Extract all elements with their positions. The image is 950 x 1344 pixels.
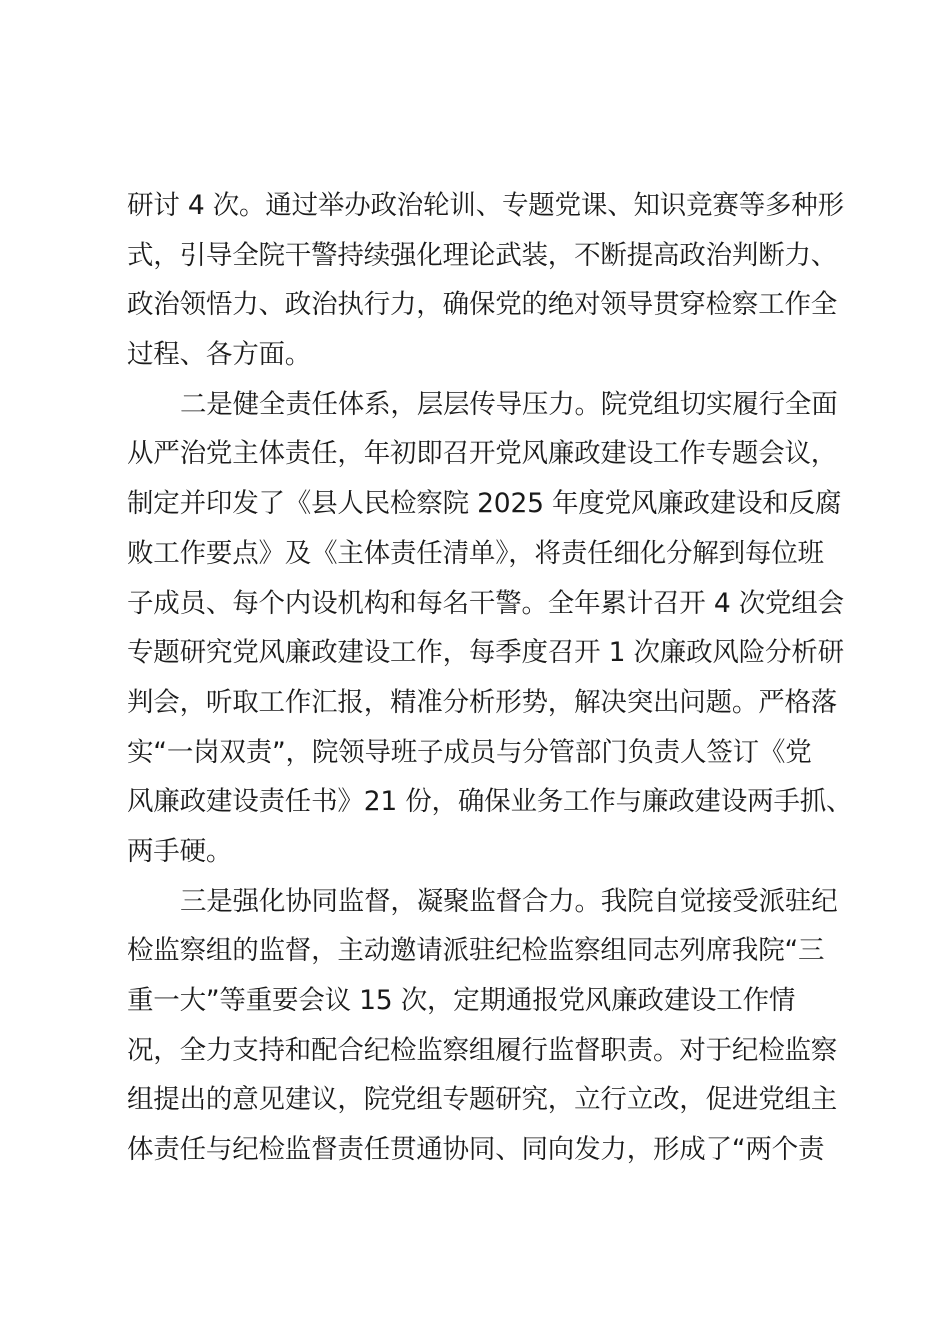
- text-line: 式，引导全院干警持续强化理论武装，不断提高政治判断力、: [127, 239, 838, 271]
- text-line: 制定并印发了《县人民检察院 2025 年度党风廉政建设和反腐: [127, 488, 842, 520]
- paragraph-responsibility-system: [127, 380, 853, 877]
- text-line: 专题研究党风廉政建设工作，每季度召开 1 次廉政风险分析研: [127, 637, 844, 669]
- text-line: 况，全力支持和配合纪检监察组履行监督职责。对于纪检监察: [127, 1034, 838, 1066]
- text-line: 政治领悟力、政治执行力，确保党的绝对领导贯穿检察工作全: [127, 289, 838, 321]
- text-line: 研讨 4 次。通过举办政治轮训、专题党课、知识竞赛等多种形: [127, 190, 844, 221]
- paragraph-collaborative-supervision: [127, 877, 837, 1175]
- text-line: 组提出的意见建议，院党组专题研究，立行立改，促进党组主: [127, 1084, 838, 1116]
- text-line: 两手硬。: [127, 835, 233, 867]
- text-line: 重一大”等重要会议 15 次，定期通报党风廉政建设工作情: [127, 985, 796, 1016]
- text-line: 过程、各方面。: [127, 339, 312, 371]
- text-line: 实“一岗双责”，院领导班子成员与分管部门负责人签订《党: [127, 736, 812, 768]
- text-line: 体责任与纪检监督责任贯通协同、同向发力，形成了“两个责: [127, 1134, 825, 1166]
- text-line: 判会，听取工作汇报，精准分析形势，解决突出问题。严格落: [127, 686, 838, 718]
- text-line: 检监察组的监督，主动邀请派驻纪检监察组同志列席我院“三: [127, 935, 825, 967]
- paragraph-continuation: [127, 181, 844, 380]
- document-body: [127, 181, 853, 1175]
- text-line: 从严治党主体责任，年初即召开党风廉政建设工作专题会议，: [127, 438, 838, 470]
- text-line: 风廉政建设责任书》21 份，确保业务工作与廉政建设两手抓、: [127, 786, 853, 818]
- paragraph-first-line: 二是健全责任体系，层层传导压力。院党组切实履行全面: [180, 388, 838, 420]
- text-line: 败工作要点》及《主体责任清单》，将责任细化分解到每位班: [127, 537, 824, 569]
- text-line: 子成员、每个内设机构和每名干警。全年累计召开 4 次党组会: [127, 587, 844, 619]
- paragraph-first-line: 三是强化协同监督，凝聚监督合力。我院自觉接受派驻纪: [180, 885, 838, 917]
